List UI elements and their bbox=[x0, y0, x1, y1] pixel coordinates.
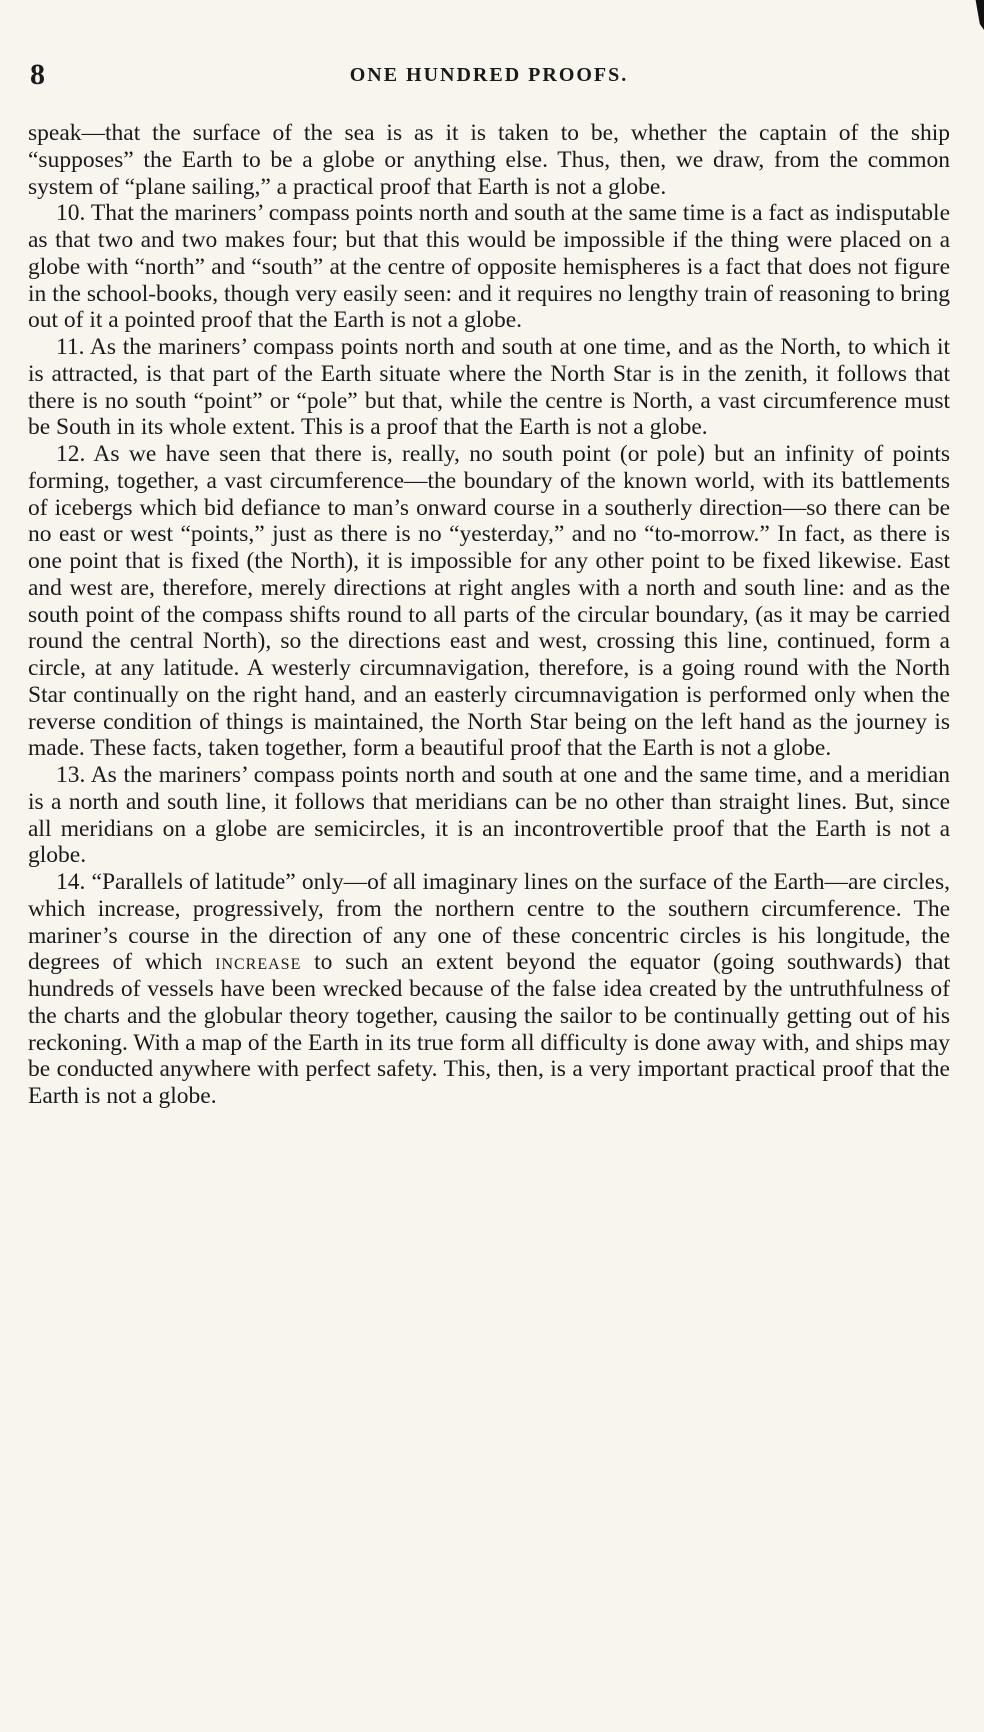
paragraph-continuation: speak—that the surface of the sea is as it is taken to be, whether the captain of the ship “supposes” the Earth to be a globe or anything else. Thus, then, we draw, from the common system of “plane sailing,” a practical proof that Earth is not a globe. bbox=[28, 120, 950, 200]
paragraph-14-before: 14. “Parallels of latitude” only—of all imaginary lines on the surface of the Earth—are circles, which increase, progressively, from the northern centre to the southern circumference. The mariner’s course in the direction of any one of these concentric circles is his longitude, the degrees of which bbox=[28, 869, 950, 976]
running-title: ONE HUNDRED PROOFS. bbox=[349, 64, 629, 86]
page-header bbox=[28, 58, 950, 102]
body-text bbox=[28, 120, 950, 1110]
paragraph-11: 11. As the mariners’ compass points north and south at one time, and as the North, to which it is attracted, is that part of the Earth situate where the North Star is in the zenith, it follows that there is no south “point” or “pole” but that, while the centre is North, a vast circumference must be South in its whole extent. This is a proof that the Earth is not a globe. bbox=[28, 334, 950, 441]
paragraph-14 bbox=[28, 869, 950, 1110]
paragraph-10: 10. That the mariners’ compass points north and south at the same time is a fact as indisputable as that two and two makes four; but that this would be impossible if the thing were placed on a globe with “north” and “south” at the centre of opposite hemispheres is a fact that does not figure in the school-books, though very easily seen: and it requires no lengthy train of reasoning to bring out of it a pointed proof that the Earth is not a globe. bbox=[28, 200, 950, 334]
scan-edge-mark bbox=[970, 0, 984, 30]
paragraph-12: 12. As we have seen that there is, really, no south point (or pole) but an infinity of points forming, together, a vast circumference—the boundary of the known world, with its battlements of icebergs which bid defiance to man’s onward course in a southerly direction—so there can be no east or west “points,” just as there is no “yesterday,” and no “to-morrow.” In fact, as there is one point that is fixed (the North), it is impossible for any other point to be fixed likewise. East and west are, therefore, merely directions at right angles with a north and south line: and as the south point of the compass shifts round to all parts of the circular boundary, (as it may be carried round the central North), so the directions east and west, crossing this line, continued, form a circle, at any latitude. A westerly circumnavigation, therefore, is a going round with the North Star continually on the right hand, and an easterly circumnavigation is performed only when the reverse condition of things is maintained, the North Star being on the left hand as the journey is made. These facts, taken together, form a beautiful proof that the Earth is not a globe. bbox=[28, 441, 950, 762]
paragraph-14-after: to such an extent beyond the equator (going southwards) that hundreds of vessels have been wrecked because of the false idea created by the untruthfulness of the charts and the globular theory together, causing the sailor to be continually getting out of his reckoning. With a map of the Earth in its true form all difficulty is done away with, and ships may be conducted anywhere with perfect safety. This, then, is a very important practical proof that the Earth is not a globe. bbox=[28, 949, 950, 1109]
page-number: 8 bbox=[30, 58, 45, 91]
paragraph-13: 13. As the mariners’ compass points north and south at one and the same time, and a meridian is a north and south line, it follows that meridians can be no other than straight lines. But, since all meridians on a globe are semicircles, it is an incontrovertible proof that the Earth is not a globe. bbox=[28, 762, 950, 869]
book-page bbox=[28, 58, 950, 1109]
paragraph-14-emphasis: increase bbox=[215, 949, 302, 976]
